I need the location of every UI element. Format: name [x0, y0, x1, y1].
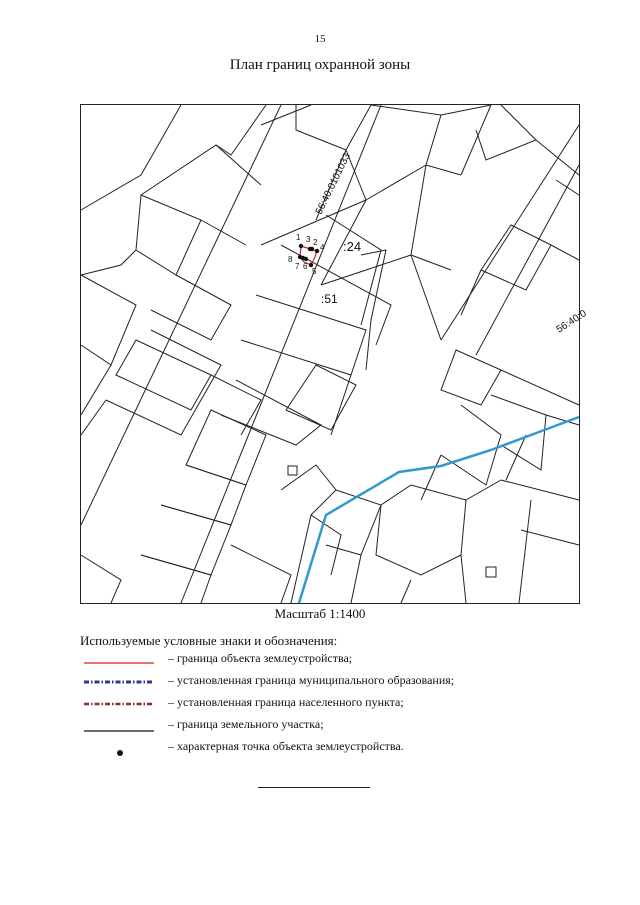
- point-label-5: 5: [312, 267, 317, 276]
- legend-title: Используемые условные знаки и обозначения:: [80, 633, 338, 648]
- parcel-label-51: :51: [321, 292, 338, 306]
- point-label-6: 6: [303, 262, 308, 271]
- point-label-4: 4: [320, 243, 325, 252]
- blue-dashed-line-icon: [84, 675, 154, 689]
- legend-text: – граница объекта землеустройства;: [168, 651, 353, 665]
- page-number: 15: [314, 33, 326, 45]
- cadastral-map[interactable]: [81, 105, 589, 603]
- black-dot-icon: [84, 741, 154, 755]
- legend-item-zone-boundary: [80, 651, 620, 671]
- parcel-label-24: :24: [343, 239, 362, 254]
- map-frame[interactable]: [80, 104, 589, 604]
- point-label-3: 3: [306, 235, 311, 244]
- legend-text: – граница земельного участка;: [168, 717, 324, 731]
- map-scale: Масштаб 1:1400: [274, 606, 366, 621]
- watercourse-line: [299, 417, 579, 603]
- point-label-2: 2: [313, 238, 318, 247]
- black-line-icon: [84, 719, 154, 733]
- legend-item-characteristic-point: [80, 739, 620, 759]
- cadastral-block-label-main: 56:40:0101033: [313, 151, 353, 217]
- point-label-8: 8: [288, 255, 293, 264]
- red-line-icon: [84, 653, 154, 667]
- page-title: План границ охранной зоны: [229, 57, 411, 73]
- legend-item-municipal-boundary: [80, 673, 620, 693]
- legend-text: – характерная точка объекта землеустройства.: [168, 739, 404, 753]
- footer-rule: [258, 787, 370, 788]
- legend-text: – установленная граница населенного пункта;: [168, 695, 404, 709]
- point-label-7: 7: [295, 262, 300, 271]
- brown-dashed-line-icon: [84, 697, 154, 711]
- point-label-1: 1: [296, 233, 301, 242]
- cadastral-block-label-right: 56:40:0: [554, 308, 589, 336]
- legend-text: – установленная граница муниципального образования;: [168, 673, 455, 687]
- legend-item-settlement-boundary: [80, 695, 620, 715]
- legend-item-parcel-boundary: [80, 717, 620, 737]
